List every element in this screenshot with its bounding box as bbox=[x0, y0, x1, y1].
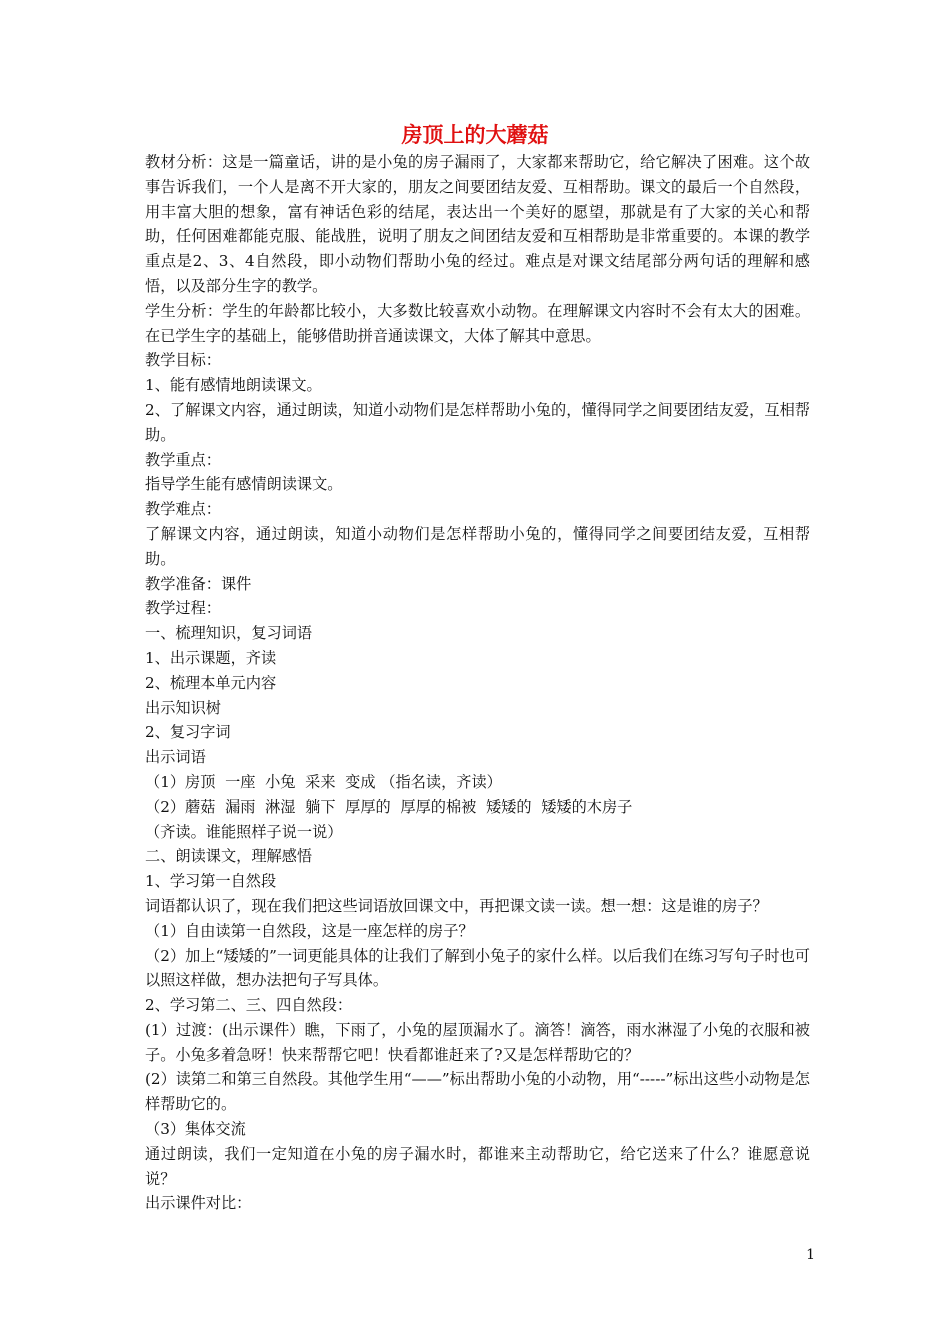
paragraph: 1、出示课题，齐读 bbox=[145, 648, 277, 667]
paragraph: 教学过程： bbox=[145, 599, 221, 618]
page-number: 1 bbox=[806, 1247, 815, 1263]
paragraph: （齐读。谁能照样子说一说） bbox=[145, 822, 343, 841]
paragraph: 一、梳理知识，复习词语 bbox=[145, 624, 313, 643]
document-body bbox=[145, 150, 810, 1216]
paragraph: 出示词语 bbox=[145, 748, 206, 767]
paragraph: 出示课件对比： bbox=[145, 1194, 252, 1213]
paragraph: (1）过渡：(出示课件）瞧，下雨了，小兔的屋顶漏水了。滴答！滴答，雨水淋湿了小兔的衣服和被子。小兔多着急呀！快来帮帮它吧！快看都谁赶来了?又是怎样帮助它的？ bbox=[145, 1020, 810, 1064]
paragraph: 2、复习字词 bbox=[145, 723, 231, 742]
paragraph: （1）自由读第一自然段，这是一座怎样的房子？ bbox=[145, 921, 474, 940]
paragraph: （1）房顶 一座 小兔 采来 变成 （指名读，齐读） bbox=[145, 772, 502, 791]
paragraph: （3）集体交流 bbox=[145, 1120, 246, 1139]
paragraph: 出示知识树 bbox=[145, 698, 221, 717]
paragraph: 二、朗读课文，理解感悟 bbox=[145, 847, 313, 866]
paragraph: 2、学习第二、三、四自然段： bbox=[145, 996, 353, 1015]
paragraph: 了解课文内容，通过朗读，知道小动物们是怎样帮助小兔的，懂得同学之间要团结友爱，互相帮助。 bbox=[145, 524, 810, 568]
paragraph: 2、了解课文内容，通过朗读，知道小动物们是怎样帮助小兔的，懂得同学之间要团结友爱，互相帮助。 bbox=[145, 400, 810, 444]
paragraph: 指导学生能有感情朗读课文。 bbox=[145, 475, 343, 494]
paragraph: （2）加上“矮矮的”一词更能具体的让我们了解到小兔子的家什么样。以后我们在练习写句子时也可以照这样做，想办法把句子写具体。 bbox=[145, 946, 810, 990]
paragraph: 词语都认识了，现在我们把这些词语放回课文中，再把课文读一读。想一想：这是谁的房子？ bbox=[145, 896, 768, 915]
document-title: 房顶上的大蘑菇 bbox=[401, 122, 549, 147]
paragraph: 学生分析：学生的年龄都比较小，大多数比较喜欢小动物。在理解课文内容时不会有太大的困难。在已学生字的基础上，能够借助拼音通读课文，大体了解其中意思。 bbox=[145, 301, 810, 345]
paragraph: 教材分析：这是一篇童话，讲的是小兔的房子漏雨了，大家都来帮助它，给它解决了困难。这个故事告诉我们，一个人是离不开大家的，朋友之间要团结友爱、互相帮助。课文的最后一个自然段，用丰富大胆的想象，富有神话色彩的结尾，表达出一个美好的愿望，那就是有了大家的关心和帮助，任何困难都能克服、能战胜，说明了朋友之间团结友爱和互相帮助是非常重要的。本课的教学重点是2、3、4自然段，即小动物们帮助小兔的经过。难点是对课文结尾部分两句话的理解和感悟，以及部分生字的教学。 bbox=[145, 153, 810, 295]
paragraph: 教学难点： bbox=[145, 500, 221, 519]
paragraph: （2）蘑菇 漏雨 淋湿 躺下 厚厚的 厚厚的棉被 矮矮的 矮矮的木房子 bbox=[145, 797, 633, 816]
paragraph: 教学目标： bbox=[145, 351, 221, 370]
paragraph: 教学准备：课件 bbox=[145, 574, 252, 593]
paragraph: 教学重点： bbox=[145, 450, 221, 469]
paragraph: 2、梳理本单元内容 bbox=[145, 673, 277, 692]
paragraph: 1、学习第一自然段 bbox=[145, 872, 277, 891]
paragraph: 1、能有感情地朗读课文。 bbox=[145, 376, 322, 395]
paragraph: (2）读第二和第三自然段。其他学生用“——”标出帮助小兔的小动物，用“-----”标出这些小动物是怎样帮助它的。 bbox=[145, 1070, 810, 1114]
paragraph: 通过朗读，我们一定知道在小兔的房子漏水时，都谁来主动帮助它，给它送来了什么？谁愿意说说？ bbox=[145, 1144, 810, 1188]
